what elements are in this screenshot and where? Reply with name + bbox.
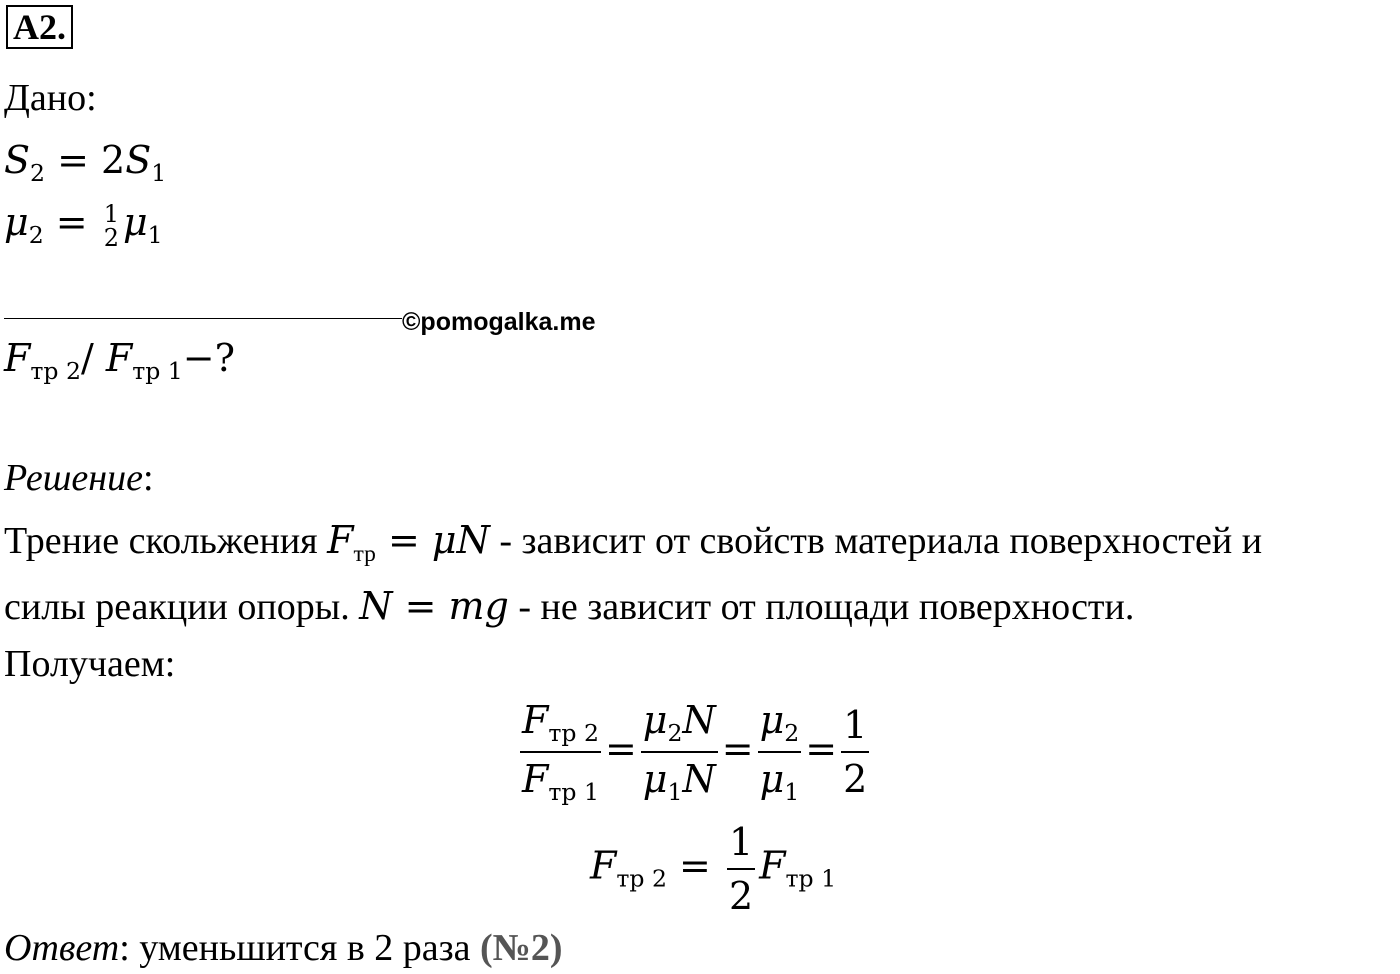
mu2-index: 2 <box>28 221 44 250</box>
result-f2-index: тр 2 <box>616 864 667 893</box>
find-f2: F <box>4 336 31 380</box>
solution-line-2 <box>4 584 1134 629</box>
mu-fraction <box>758 698 802 806</box>
line1-f: F <box>327 518 354 562</box>
s1-symbol: S <box>125 138 152 182</box>
line1-mun: μN <box>431 518 490 562</box>
find-f2-index: тр 2 <box>30 357 81 386</box>
answer-number: (№2) <box>480 927 563 969</box>
line2-pre: силы реакции опоры. <box>4 586 360 628</box>
given-divider <box>4 318 402 319</box>
given-area-relation <box>4 138 166 195</box>
solution-line-1 <box>4 518 1262 576</box>
answer-line <box>4 926 563 970</box>
watermark: ©pomogalka.me <box>402 308 596 336</box>
answer-text: уменьшится в 2 раза <box>129 927 481 969</box>
line1-post: - зависит от свойств материала поверхностей и <box>489 520 1263 562</box>
friction-ratio-fraction <box>520 698 601 806</box>
result-half-numerator: 1 <box>841 703 869 753</box>
mu-numerator: $\mu_2$ <box>758 698 802 753</box>
s1-index: 1 <box>151 159 167 188</box>
result-f2: F <box>590 843 617 888</box>
s-equals: = 2 <box>45 138 126 182</box>
s2-symbol: S <box>4 138 31 182</box>
line1-f-index: тр <box>353 541 376 568</box>
ratio-formula <box>516 698 873 806</box>
line2-mg: mg <box>448 584 509 628</box>
find-expression <box>4 336 235 393</box>
line1-equals: = <box>375 518 432 562</box>
ratio-equals-2: = <box>721 726 754 771</box>
mu1-symbol: μ <box>122 200 148 244</box>
task-number-badge: A2. <box>6 5 73 49</box>
ratio-equals-3: = <box>805 726 838 771</box>
find-f1-index: тр 1 <box>132 357 183 386</box>
find-slash: / <box>80 336 106 380</box>
half-denominator: 2 <box>103 223 119 252</box>
ratio-equals-1: = <box>604 726 637 771</box>
answer-label: Ответ <box>4 927 120 969</box>
result-fraction-numerator: 1 <box>727 820 755 870</box>
result-half-denominator: 2 <box>843 757 868 802</box>
solution-colon: : <box>142 457 154 499</box>
result-half-fraction <box>841 703 869 801</box>
result-fraction-denominator: 2 <box>728 874 754 918</box>
solution-heading <box>4 456 154 500</box>
given-label: Дано: <box>4 77 97 119</box>
result-formula <box>590 820 836 918</box>
line2-n: N <box>359 584 393 628</box>
mu2-symbol: μ <box>4 200 29 244</box>
result-fraction <box>727 820 755 918</box>
friction-ratio-numerator: $F_{тр 2}$ <box>520 698 601 753</box>
answer-colon: : <box>119 927 130 969</box>
mu-n-fraction <box>641 698 718 806</box>
half-numerator: 1 <box>103 199 119 228</box>
friction-ratio-denominator: $F_{тр 1}$ <box>522 757 599 807</box>
line2-post: - не зависит от площади поверхности. <box>508 586 1135 628</box>
solution-label: Решение <box>4 457 143 499</box>
result-equals: = <box>666 843 723 888</box>
half-fraction <box>103 199 119 252</box>
mu-n-denominator: $\mu_1N$ <box>642 757 716 807</box>
line1-pre: Трение скольжения <box>4 520 328 562</box>
s2-index: 2 <box>30 159 46 188</box>
mu-denominator: $\mu_1$ <box>759 757 800 807</box>
result-f1-index: тр 1 <box>785 864 837 893</box>
line2-equals: = <box>392 584 449 628</box>
result-f1: F <box>759 843 786 888</box>
mu-equals: = <box>43 200 100 244</box>
mu1-index: 1 <box>147 221 163 250</box>
given-friction-relation <box>4 200 163 257</box>
get-label: Получаем: <box>4 643 176 685</box>
find-f1: F <box>105 336 133 380</box>
mu-n-numerator: $\mu_2N$ <box>641 698 718 753</box>
find-question: −? <box>182 336 236 380</box>
